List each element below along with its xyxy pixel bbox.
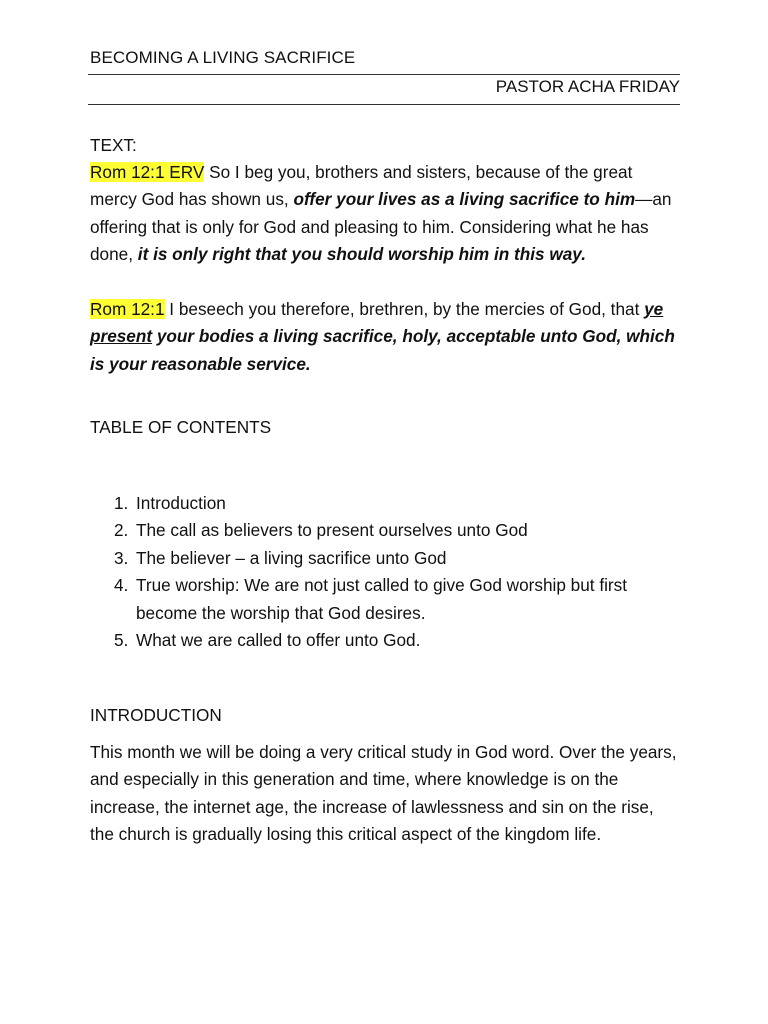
toc-item-text: The believer – a living sacrifice unto God xyxy=(136,547,447,568)
introduction-heading: INTRODUCTION xyxy=(90,705,222,725)
scripture-erv-emphasis-2: it is only right that you should worship him in this way. xyxy=(137,244,586,265)
toc-heading: TABLE OF CONTENTS xyxy=(90,417,272,437)
toc-item xyxy=(90,517,682,544)
text-label: TEXT: xyxy=(90,135,137,155)
introduction-paragraph: This month we will be doing a very critical study in God word. Over the years, and especially in this generation and time, where knowledge is on the increase, the internet age, the increase of lawlessness and sin on the rise, the church is gradually losing this critical aspect of the kingdom life. xyxy=(90,742,677,845)
scripture-ref-erv: Rom 12:1 ERV xyxy=(90,162,205,182)
toc-item-number: 1. xyxy=(114,493,129,513)
scripture-ref-kjv: Rom 12:1 xyxy=(90,299,165,319)
toc-item-text: What we are called to offer unto God. xyxy=(136,630,421,651)
scripture-erv-text-1: So I beg you, brothers and sisters, because of the great mercy God has shown us, xyxy=(90,162,633,210)
document-title: BECOMING A LIVING SACRIFICE xyxy=(90,48,356,67)
toc-item xyxy=(90,545,682,572)
scripture-kjv-text-1: I beseech you therefore, brethren, by the mercies of God, that xyxy=(164,299,645,319)
toc-item-number: 2. xyxy=(114,520,129,541)
scripture-kjv xyxy=(90,296,682,378)
toc-item xyxy=(90,627,682,654)
scripture-erv-emphasis-1: offer your lives as a living sacrifice to him xyxy=(293,189,636,210)
toc-item-number: 3. xyxy=(114,547,129,568)
scripture-kjv-emphasis: your bodies a living sacrifice, holy, acceptable unto God, which is your reasonable service. xyxy=(90,326,675,374)
scripture-kjv-underlined: ye present xyxy=(90,299,664,347)
scripture-erv xyxy=(90,159,682,269)
header-divider-top xyxy=(88,74,680,75)
author-name: PASTOR ACHA FRIDAY xyxy=(495,77,680,96)
document-page xyxy=(90,0,680,1024)
toc-item-text: The call as believers to present ourselves unto God xyxy=(136,520,528,541)
scripture-erv-text-2: —an offering that is only for God and pleasing to him. Considering what he has done, xyxy=(90,189,672,265)
toc-item-number: 5. xyxy=(114,630,129,651)
header-divider-bottom xyxy=(88,104,680,105)
toc-item xyxy=(90,572,682,627)
toc-list xyxy=(90,490,682,654)
toc-item-text: Introduction xyxy=(136,493,226,513)
toc-item-text: True worship: We are not just called to give God worship but first become the worship that God desires. xyxy=(136,575,628,623)
toc-item-number: 4. xyxy=(114,575,129,596)
toc-item xyxy=(90,490,682,517)
